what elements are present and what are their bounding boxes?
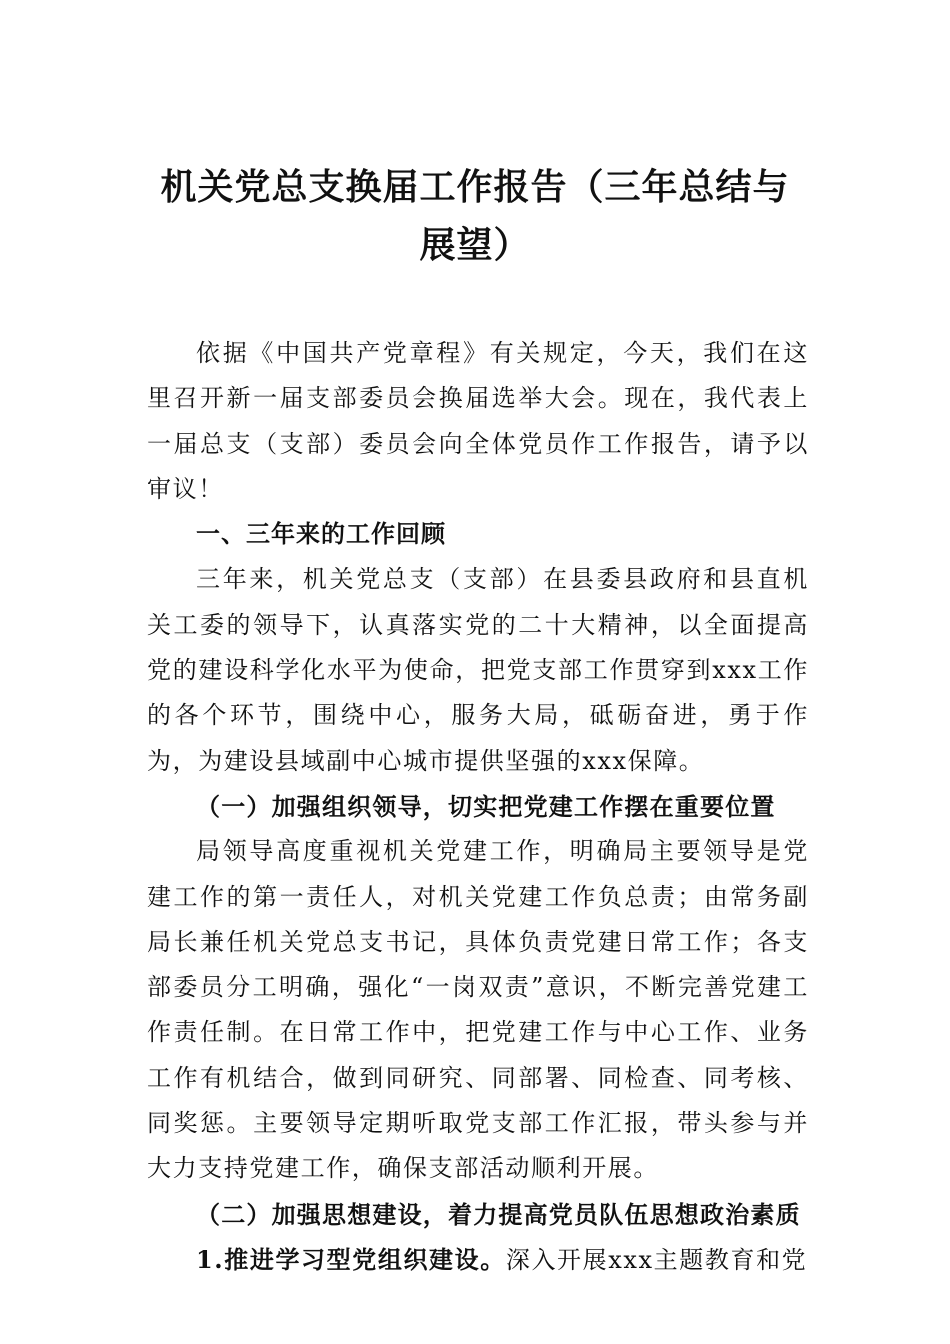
- item-learning-text: 深入开展xxx主题教育和党: [505, 1245, 808, 1274]
- item-learning-paragraph: [147, 1237, 809, 1283]
- document-title: 机关党总支换届工作报告（三年总结与展望）: [160, 166, 790, 266]
- document-body: [147, 331, 809, 1283]
- intro-paragraph: 依据《中国共产党章程》有关规定，今天，我们在这里召开新一届支部委员会换届选举大会。现在，我代表上一届总支（支部）委员会向全体党员作工作报告，请予以审议！: [147, 339, 809, 503]
- subsection-heading-ideology: （二）加强思想建设，着力提高党员队伍思想政治素质: [196, 1199, 801, 1229]
- section-review-paragraph: 三年来，机关党总支（支部）在县委县政府和县直机关工委的领导下，认真落实党的二十大精神，以全面提高党的建设科学化水平为使命，把党支部工作贯穿到xxx工作的各个环节，围绕中心，服务大局，砥砺奋进，勇于作为，为建设县域副中心城市提供坚强的xxx保障。: [147, 565, 809, 775]
- subsection-organization-paragraph: 局领导高度重视机关党建工作，明确局主要领导是党建工作的第一责任人，对机关党建工作负总责；由常务副局长兼任机关党总支书记，具体负责党建日常工作；各支部委员分工明确，强化“一岗双责”意识，不断完善党建工作责任制。在日常工作中，把党建工作与中心工作、业务工作有机结合，做到同研究、同部署、同检查、同考核、同奖惩。主要领导定期听取党支部工作汇报，带头参与并大力支持党建工作，确保支部活动顺利开展。: [147, 837, 809, 1183]
- section-heading-review: 一、三年来的工作回顾: [196, 520, 446, 549]
- subsection-heading-organization: （一）加强组织领导，切实把党建工作摆在重要位置: [196, 791, 776, 821]
- item-learning-lead: 1.推进学习型党组织建设。: [196, 1244, 506, 1274]
